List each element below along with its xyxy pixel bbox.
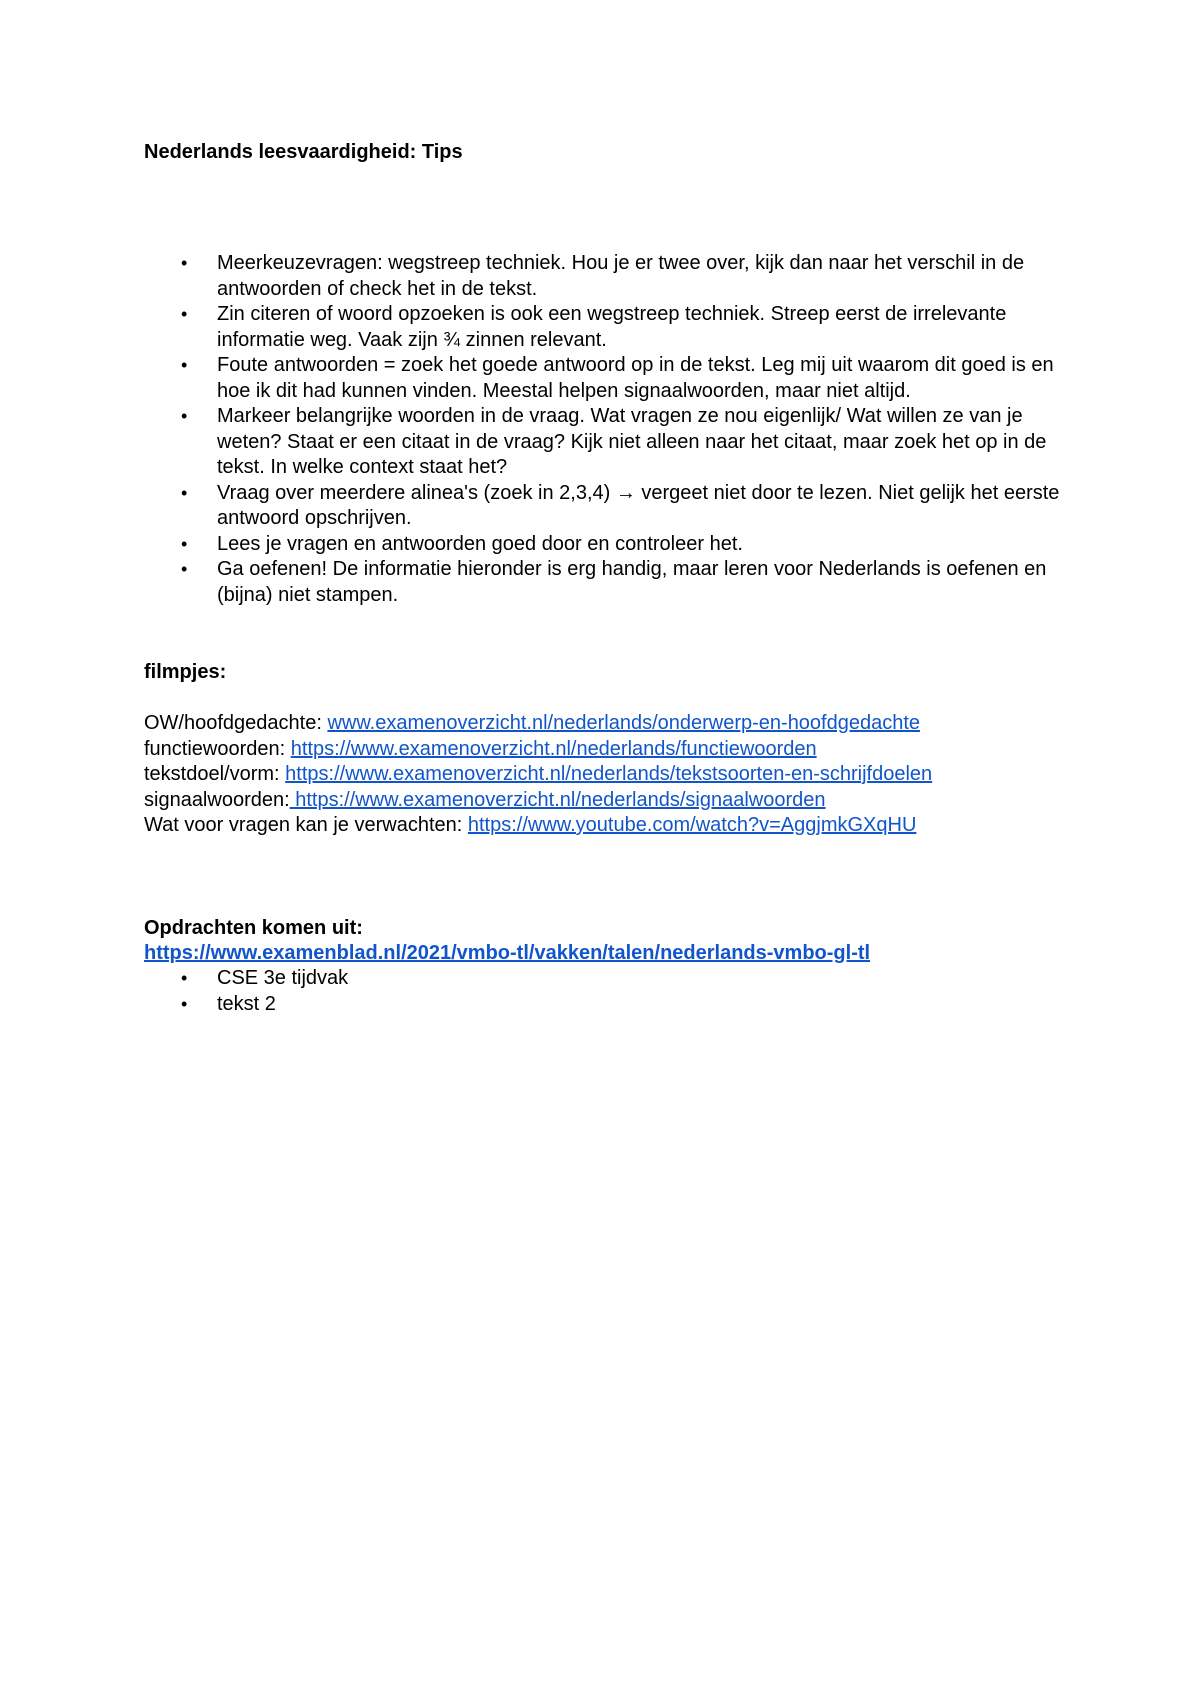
assignment-text: CSE 3e tijdvak bbox=[217, 967, 349, 989]
video-label: signaalwoorden: bbox=[144, 788, 290, 811]
videos-heading: filmpjes: bbox=[144, 661, 227, 683]
assignments-list bbox=[144, 966, 1064, 1017]
list-item bbox=[144, 353, 1064, 404]
tip-text: Lees je vragen en antwoorden goed door en controleer het. bbox=[217, 532, 743, 555]
video-link[interactable]: https://www.youtube.com/watch?v=AggjmkGXqHU bbox=[467, 814, 917, 836]
list-item bbox=[144, 251, 1064, 302]
bullet-icon: • bbox=[181, 482, 188, 503]
videos-list bbox=[144, 711, 1064, 839]
document-title: Nederlands leesvaardigheid: Tips bbox=[144, 141, 463, 163]
bullet-icon: • bbox=[181, 253, 188, 273]
list-item bbox=[144, 302, 1064, 353]
bullet-icon: • bbox=[181, 355, 188, 375]
list-item bbox=[144, 481, 1064, 532]
tip-text: Zin citeren of woord opzoeken is ook een wegstreep techniek. Streep eerst de irrelevante informatie weg. Vaak zijn ¾ zinnen relevant. bbox=[217, 303, 1007, 351]
video-link[interactable]: https://www.examenoverzicht.nl/nederlands/tekstsoorten-en-schrijfdoelen bbox=[285, 763, 933, 785]
bullet-icon: • bbox=[181, 968, 188, 988]
list-item bbox=[144, 557, 1064, 608]
tip-text: Ga oefenen! De informatie hieronder is erg handig, maar leren voor Nederlands is oefenen en (bijna) niet stampen. bbox=[217, 558, 1047, 606]
video-line bbox=[144, 788, 1064, 814]
video-label: functiewoorden: bbox=[144, 737, 291, 760]
list-item bbox=[144, 404, 1064, 481]
bullet-icon: • bbox=[181, 304, 188, 324]
bullet-icon: • bbox=[181, 533, 188, 554]
video-label: tekstdoel/vorm: bbox=[144, 763, 286, 785]
video-link[interactable]: https://www.examenoverzicht.nl/nederlands/functiewoorden bbox=[290, 737, 817, 760]
bullet-icon: • bbox=[181, 406, 188, 426]
video-link[interactable]: www.examenoverzicht.nl/nederlands/onderwerp-en-hoofdgedachte bbox=[327, 712, 921, 734]
assignment-text: tekst 2 bbox=[217, 992, 276, 1015]
video-link[interactable]: https://www.examenoverzicht.nl/nederlands/signaalwoorden bbox=[289, 788, 826, 811]
tip-text: Foute antwoorden = zoek het goede antwoord op in de tekst. Leg mij uit waarom dit goed is en hoe ik dit had kunnen vinden. Meestal helpen signaalwoorden, maar niet altijd. bbox=[217, 354, 1054, 402]
tip-text: Meerkeuzevragen: wegstreep techniek. Hou je er twee over, kijk dan naar het verschil in de antwoorden of check het in de tekst. bbox=[217, 252, 1025, 300]
video-line bbox=[144, 711, 1064, 737]
document-body bbox=[144, 140, 1064, 1017]
list-item bbox=[144, 966, 1064, 992]
tips-list bbox=[144, 251, 1064, 608]
video-line bbox=[144, 737, 1064, 763]
video-line bbox=[144, 813, 1064, 839]
video-label: OW/hoofdgedachte: bbox=[144, 712, 328, 734]
video-label: Wat voor vragen kan je verwachten: bbox=[144, 814, 468, 836]
tip-text: Markeer belangrijke woorden in de vraag. Wat vragen ze nou eigenlijk/ Wat willen ze van je weten? Staat er een citaat in de vraag? Kijk niet alleen naar het citaat, maar zoek het op in de tekst. In welke context staat het? bbox=[217, 405, 1047, 478]
list-item bbox=[144, 992, 1064, 1018]
video-line bbox=[144, 762, 1064, 788]
assignments-heading: Opdrachten komen uit: bbox=[144, 916, 363, 939]
list-item bbox=[144, 532, 1064, 558]
assignments-link[interactable]: https://www.examenblad.nl/2021/vmbo-tl/vakken/talen/nederlands-vmbo-gl-tl bbox=[144, 941, 871, 964]
bullet-icon: • bbox=[181, 559, 188, 579]
bullet-icon: • bbox=[181, 993, 188, 1014]
tip-text: Vraag over meerdere alinea's (zoek in 2,3,4) → vergeet niet door te lezen. Niet gelijk het eerste antwoord opschrijven. bbox=[217, 481, 1060, 529]
